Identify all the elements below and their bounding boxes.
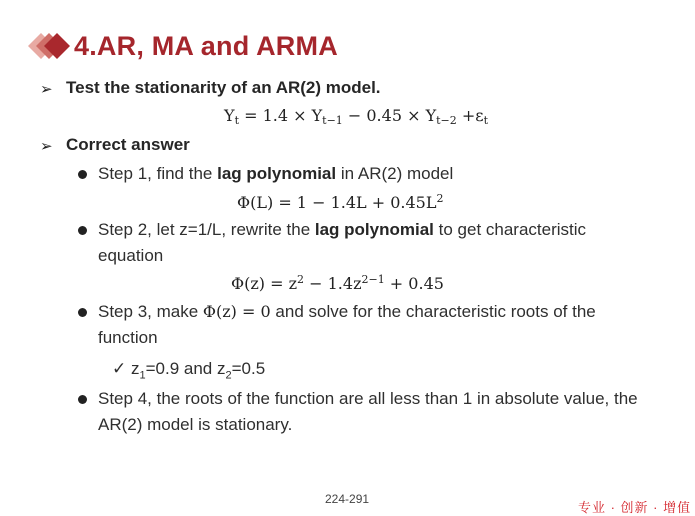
round-bullet-icon [78, 395, 87, 404]
footer-slogan: 专业 · 创新 · 增值 [578, 500, 692, 515]
arrow-bullet-icon: ➢ [40, 81, 53, 98]
round-bullet-icon [78, 226, 87, 235]
arrow-bullet-icon: ➢ [40, 138, 53, 155]
characteristic-equation: $\Phi(z) = z^2 - 1.4z^{2-1} + 0.45$ [231, 273, 444, 293]
step3-text-line2: function [98, 328, 158, 347]
title-diamond-logo [14, 30, 76, 62]
step4-text-line2: AR(2) model is stationary. [98, 415, 293, 434]
step2-text-line1: Step 2, let z=1/L, rewrite the lag polynomial to get characteristic [98, 220, 587, 239]
roots-result: ✓ $z_1=0.9$ and $z_2=0.5$ [112, 359, 266, 382]
checkmark-icon: ✓ [112, 359, 127, 378]
bullet-correct-answer: Correct answer [66, 135, 190, 154]
step2-text-line2: equation [98, 246, 164, 265]
page-number: 224-291 [325, 492, 370, 506]
bullet-test-stationarity: Test the stationarity of an AR(2) model. [66, 78, 381, 97]
round-bullet-icon [78, 308, 87, 317]
lag-polynomial-equation: $\Phi(L) = 1 - 1.4L + 0.45L^2$ [237, 192, 444, 212]
step3-text-line1: Step 3, make Φ(z) = 0 and solve for the characteristic roots of the [98, 302, 596, 321]
round-bullet-icon [78, 170, 87, 179]
ar2-model-equation: $Y_t = 1.4 \times Y_{t-1} - 0.45 \times Y_{t-2} +\varepsilon_t$ [224, 106, 488, 127]
page-title: 4.AR, MA and ARMA [74, 31, 338, 61]
step1-text: Step 1, find the lag polynomial in AR(2) model [98, 164, 454, 183]
step4-text-line1: Step 4, the roots of the function are all less than 1 in absolute value, the [98, 389, 638, 408]
